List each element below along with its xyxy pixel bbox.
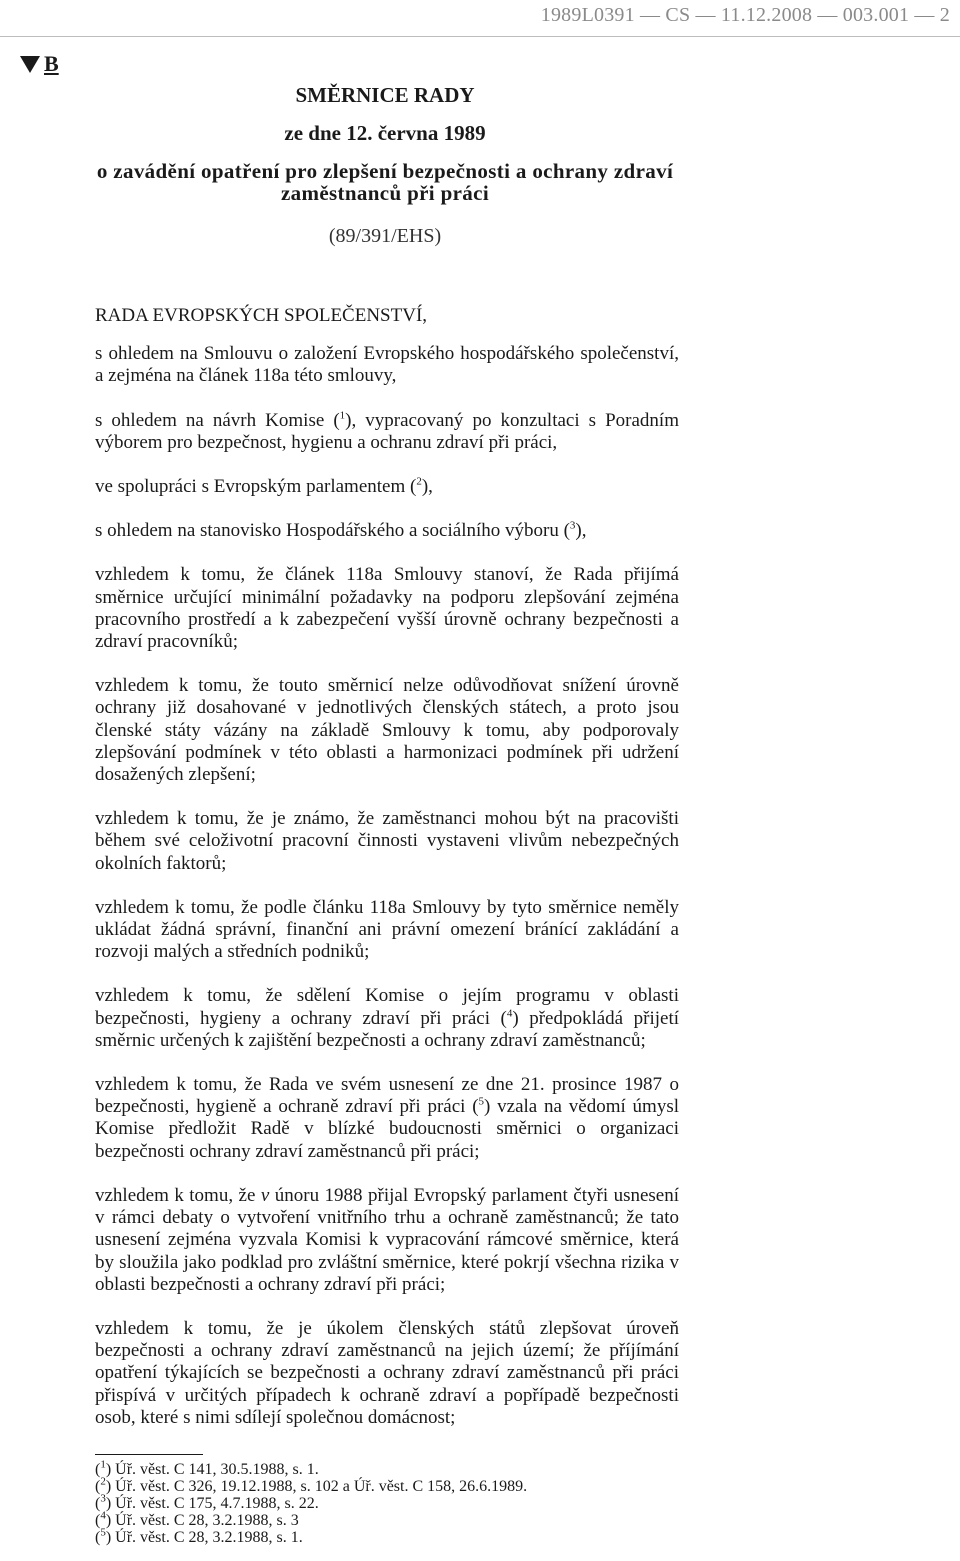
footnote: ($^4$) Úř. věst. C 28, 3.2.1988, s. 3: [95, 1509, 299, 1529]
recital-paragraph: vzhledem k tomu, že je známo, že zaměstnanci mohou být na pracovišti během své celoživotní pracovní činnosti vystaveni vlivům nebezpečných okolních faktorů;: [95, 808, 679, 874]
recital-paragraph: vzhledem k tomu, že v únoru 1988 přijal Evropský parlament čtyři usnesení v rámci debaty o vytvoření vnitřního trhu a ochraně zaměstnanců; že tato usnesení zejména vyzvala Komisi k vypracování rámcové směrnice, která by sloužila jako podklad pro zvláštní směrnice, které pokrjí všechna rizika v oblasti bezpečnosti a ochrany zdraví při práci;: [95, 1184, 679, 1295]
recital-paragraph: vzhledem k tomu, že sdělení Komise o jejím programu v oblasti bezpečnosti, hygieny a ochrany zdraví při práci ($^4$) předpokládá přijetí směrnic určených k zajištění bezpečnosti a ochrany zdraví zaměstnanců;: [95, 985, 680, 1051]
recital-committee: s ohledem na stanovisko Hospodářského a sociálního výboru ($^3$),: [95, 519, 587, 542]
footnote-ref: 1: [339, 409, 346, 422]
footnote-ref: 5: [478, 1095, 485, 1108]
language-code: CS: [665, 4, 691, 26]
footnotes: [95, 1458, 695, 1547]
recital-treaty: s ohledem na Smlouvu o založení Evropského hospodářského společenství, a zejména na článek 118a této smlouvy,: [95, 343, 679, 387]
footnote: ($^2$) Úř. věst. C 326, 19.12.1988, s. 102 a Úř. věst. C 158, 26.6.1989.: [95, 1475, 528, 1495]
preamble: [95, 305, 679, 1451]
footnote-ref: 3: [569, 519, 576, 532]
footnote: ($^3$) Úř. věst. C 175, 4.7.1988, s. 22.: [95, 1492, 319, 1512]
footnote-ref: 4: [506, 1007, 513, 1020]
document-title: [95, 82, 675, 248]
footnote-ref: 2: [416, 475, 422, 488]
recital-parliament: ve spolupráci s Evropským parlamentem ($^2$),: [95, 475, 433, 498]
page-number: 2: [939, 4, 950, 26]
title-date: ze dne 12. června 1989: [284, 121, 486, 145]
title-reference: (89/391/EHS): [328, 225, 442, 247]
recital-paragraph: vzhledem k tomu, že je úkolem členských států zlepšovat úroveň bezpečnosti a ochrany zdraví zaměstnanců na jejich území; že příjímání opatření týkajících se bezpečnosti a ochrany zdraví zaměstnanců při práci přispívá v určitých případech k ochraně zdraví a popřípadě bezpečnosti osob, které s nimi sdílejí společnou domácnost;: [95, 1317, 679, 1428]
footnote: ($^1$) Úř. věst. C 141, 30.5.1988, s. 1.: [95, 1458, 319, 1478]
title-subject: [95, 160, 675, 204]
doc-id: 1989L0391: [540, 4, 635, 26]
recital-paragraph: vzhledem k tomu, že Rada ve svém usnesení ze dne 21. prosince 1987 o bezpečnosti, hygieně a ochraně zdraví při práci ($^5$) vzala na vědomí úmysl Komise předložit Radě v blízké budoucnosti směrnici o organizaci bezpečnosti ochrany zdraví zaměstnanců při práci;: [95, 1074, 679, 1162]
title-subject-line2: zaměstnanců při práci: [281, 181, 489, 205]
triangle-down-icon: [20, 56, 40, 73]
recital-paragraph: vzhledem k tomu, že podle článku 118a Smlouvy by tyto směrnice neměly ukládat žádná správní, finanční ani právní omezení bránící zakládání a rozvoji malých a středních podniků;: [95, 896, 679, 963]
title-directive: SMĚRNICE RADY: [295, 83, 475, 107]
footnote-divider: [95, 1454, 203, 1455]
recital-paragraph: vzhledem k tomu, že článek 118a Smlouvy stanoví, že Rada přijímá směrnice určující minimální požadavky na podporu zlepšování zejména pracovního prostředí a k zabezpečení vyšší úrovně ochrany bezpečnosti a zdraví pracovníků;: [95, 564, 679, 653]
recital-proposal: s ohledem na návrh Komise ($^1$), vypracovaný po konzultaci s Poradním výborem pro bezpečnost, hygienu a ochranu zdraví při práci,: [95, 409, 679, 453]
consolidation-date: 11.12.2008: [720, 4, 813, 26]
marker-letter: B: [44, 51, 59, 76]
footnote: ($^5$) Úř. věst. C 28, 3.2.1988, s. 1.: [95, 1526, 303, 1546]
amendment-marker: [20, 51, 59, 77]
council-heading: RADA EVROPSKÝCH SPOLEČENSTVÍ,: [95, 305, 428, 326]
recital-paragraph: vzhledem k tomu, že touto směrnicí nelze odůvodňovat snížení úrovně ochrany již dosahované v jednotlivých členských státech, a proto jsou členské státy vázány na základě Smlouvy k tomu, aby podporovaly zlepšování podmínek v této oblasti a harmonizaci podmínek při udržení dosažených zlepšení;: [95, 675, 679, 786]
version-number: 003.001: [842, 4, 910, 26]
page-header: [0, 0, 960, 37]
header-reference: 1989L0391 — CS — 11.12.2008 — 003.001 — 2: [540, 4, 950, 26]
title-subject-line1: o zavádění opatření pro zlepšení bezpečnosti a ochrany zdraví: [96, 159, 674, 183]
